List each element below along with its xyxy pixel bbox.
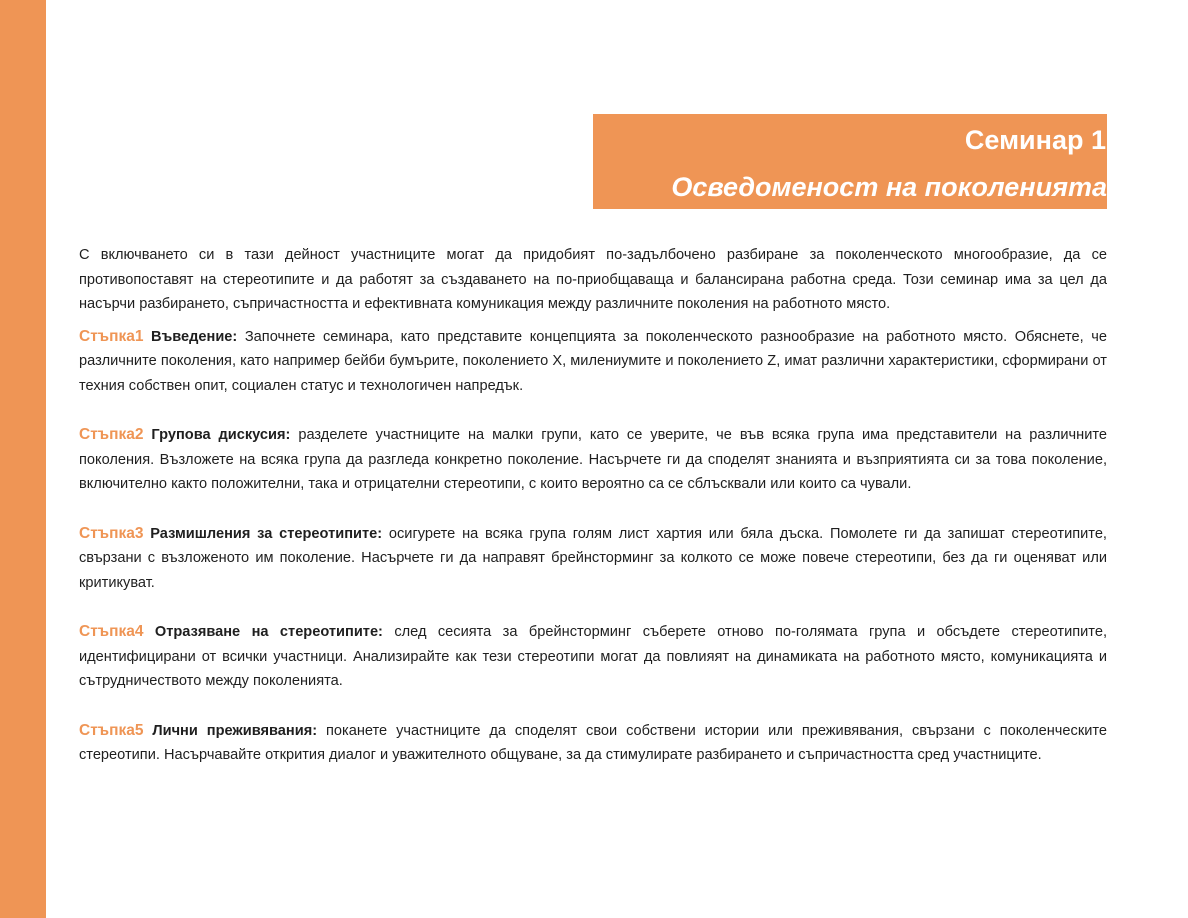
step-text: разделете участниците на малки групи, като се уверите, че във всяка група има представители на различните поколения. Възложете на всяка група да разгледа конкретно поколение. Насърчете ги да споделят знанията и възприятията си за това поколение, включително както положителни, така и отрицателни стереотипи, с които вероятно са се сблъсквали или които са чували. — [79, 427, 1108, 492]
step-paragraph — [79, 423, 1107, 497]
document-body — [79, 243, 1107, 768]
step-title: Въведение: — [151, 328, 238, 345]
step-label: Стъпка3 — [79, 524, 144, 542]
intro-paragraph: С включването си в тази дейност участниците могат да придобият по-задълбочено разбиране за поколенческото многообразие, да се противопоставят на стереотипите и да работят за създаването на по-приобщаваща и балансирана работна среда. Този семинар има за цел да насърчи разбирането, съпричастността и ефективната комуникация между различните поколения на работното място. — [79, 247, 1107, 312]
step-title: Лични преживявания: — [152, 722, 318, 739]
seminar-title: Семинар 1 — [964, 125, 1106, 155]
step-paragraph — [79, 522, 1107, 596]
step-label: Стъпка2 — [79, 426, 144, 443]
title-banner — [593, 114, 1107, 209]
step-paragraph — [79, 620, 1107, 694]
step-paragraph — [79, 719, 1107, 768]
step-text: след сесията за брейнсторминг съберете отново по-голямата група и обсъдете стереотипите, идентифицирани от всички участници. Анализирайте как тези стереотипи могат да повлияят на динамиката на работното място, комуникацията и сътрудничеството между поколенията. — [79, 624, 1108, 689]
step-text: поканете участниците да споделят свои собствени истории или преживявания, свързани с поколенческите стереотипи. Насърчавайте открития диалог и уважителното общуване, за да стимулирате разбирането и съпричастността сред участниците. — [79, 722, 1107, 763]
side-accent-bar — [0, 0, 46, 918]
step-paragraph — [79, 325, 1107, 399]
step-title: Групова дискусия: — [151, 427, 291, 443]
step-title: Отразяване на стереотипите: — [154, 624, 383, 640]
seminar-subtitle: Осведоменост на поколенията — [671, 172, 1107, 202]
step-label: Стъпка4 — [79, 623, 144, 640]
step-label: Стъпка1 — [79, 327, 144, 345]
step-text: Започнете семинара, като представите концепцията за поколенческото разнообразие на работното място. Обяснете, че различните поколения, като например бейби бумърите, поколението X, милениумите и поколението Z, имат различни характеристики, сформирани от техния собствен опит, социален статус и технологичен напредък. — [79, 328, 1108, 394]
step-label: Стъпка5 — [79, 721, 144, 739]
step-title: Размишления за стереотипите: — [150, 525, 383, 542]
step-text: осигурете на всяка група голям лист хартия или бяла дъска. Помолете ги да запишат стереотипите, свързани с възложеното им поколение. Насърчете ги да направят брейнсторминг за колкото се може повече стереотипи, без да ги оценяват или критикуват. — [79, 525, 1107, 591]
